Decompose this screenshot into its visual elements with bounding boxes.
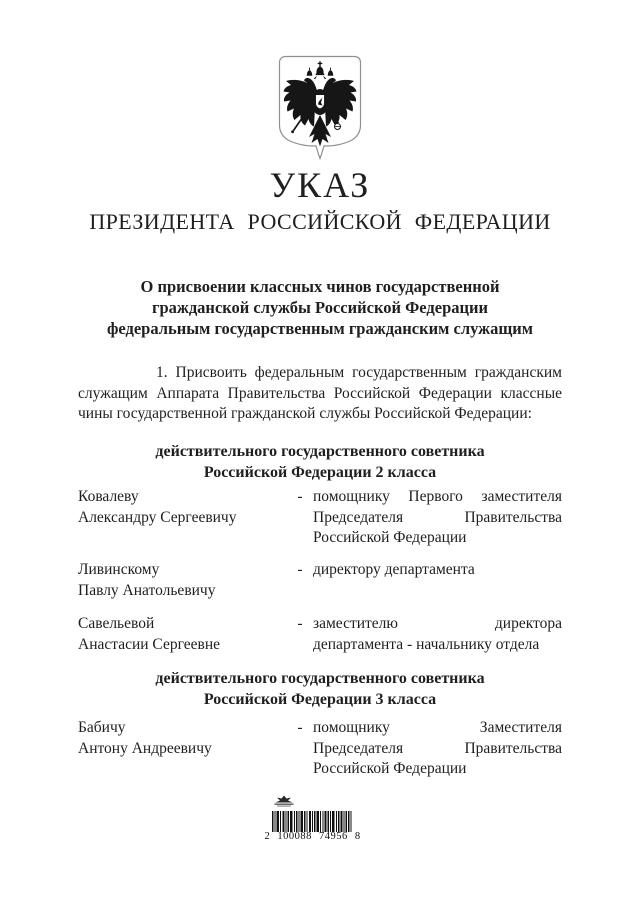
rank-line: действительного государственного советника <box>155 670 485 687</box>
rank-heading-class-2 <box>78 441 562 483</box>
decree-type-title: УКАЗ <box>269 165 371 205</box>
appointment-row <box>78 718 562 780</box>
position-title: помощнику Заместителя Председателя Правительства Российской Федерации <box>313 719 562 777</box>
subject-line: О присвоении классных чинов государственной <box>140 277 500 296</box>
rank-heading-class-3 <box>78 668 562 710</box>
barcode-number: 2 100088 74956 8 <box>264 831 361 842</box>
dash-separator: - <box>297 719 303 736</box>
clause-line: служащим Аппарата Правительства Российской Федерации классные <box>78 384 562 402</box>
appointee-name: Савельевой Анастасии Сергеевне <box>78 615 220 653</box>
dash-separator: - <box>297 615 303 632</box>
position-title: заместителю директора департамента - начальнику отдела <box>313 615 562 653</box>
decree-clause-1 <box>78 363 562 425</box>
rank-line: Российской Федерации 3 класса <box>203 691 437 708</box>
position-title: помощнику Первого заместителя Председателя Правительства Российской Федерации <box>313 488 562 546</box>
subject-line: гражданской службы Российской Федерации <box>151 298 489 317</box>
rank-line: действительного государственного советника <box>155 443 485 460</box>
publication-emblem-icon <box>273 795 295 809</box>
appointment-row <box>78 560 562 602</box>
subject-line: федеральным государственным гражданским служащим <box>106 319 534 338</box>
clause-line: 1. Присвоить федеральным государственным гражданским <box>156 364 562 381</box>
barcode <box>272 811 352 832</box>
appointment-row <box>78 614 562 656</box>
decree-issuer-subtitle: ПРЕЗИДЕНТА РОССИЙСКОЙ ФЕДЕРАЦИИ <box>89 209 551 234</box>
position-title: директору департамента <box>313 561 475 578</box>
coat-of-arms-icon <box>278 55 362 162</box>
dash-separator: - <box>297 561 303 578</box>
appointee-name: Ковалеву Александру Сергеевичу <box>78 488 237 526</box>
appointment-row <box>78 487 562 549</box>
rank-line: Российской Федерации 2 класса <box>203 464 437 481</box>
appointee-name: Ливинскому Павлу Анатольевичу <box>78 561 216 599</box>
decree-subject <box>0 276 640 339</box>
clause-line: чины государственной гражданской службы Российской Федерации: <box>78 405 532 422</box>
appointee-name: Бабичу Антону Андреевичу <box>78 719 212 757</box>
dash-separator: - <box>297 488 303 505</box>
